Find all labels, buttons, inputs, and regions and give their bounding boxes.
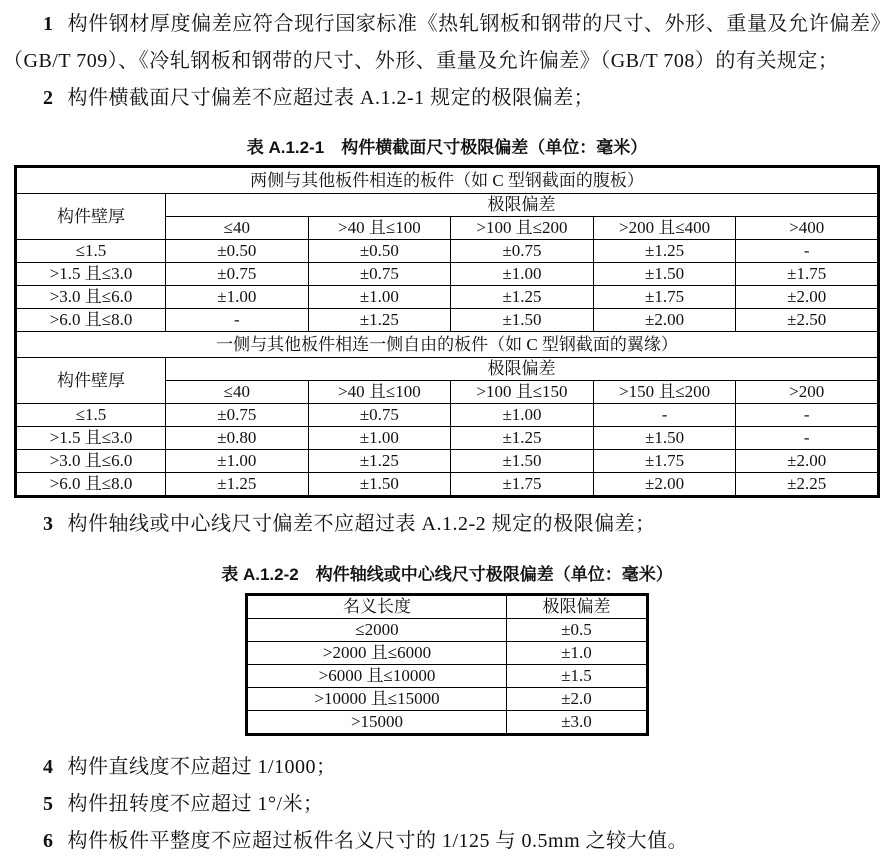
- cell: ±0.80: [166, 427, 309, 450]
- paragraph-4-text: 构件直线度不应超过 1/1000；: [67, 756, 337, 778]
- table-row: [247, 665, 648, 688]
- table1-section1-col-1: >40 且≤100: [308, 217, 451, 240]
- table-row: [247, 642, 648, 665]
- cell: ±1.00: [166, 286, 309, 309]
- cell: ±1.00: [308, 427, 451, 450]
- table2-col-dev-header: 极限偏差: [507, 595, 648, 619]
- paragraph-2: [3, 80, 891, 117]
- table1-section1-wall-header: 构件壁厚: [16, 194, 166, 240]
- cell: ±1.00: [451, 404, 594, 427]
- table-row: [16, 450, 879, 473]
- cell: ±1.25: [166, 473, 309, 497]
- table1-caption: 表 A.1.2-1 构件横截面尺寸极限偏差（单位：毫米）: [246, 138, 648, 157]
- table2-header-row: [247, 595, 648, 619]
- cell: ±0.75: [166, 404, 309, 427]
- paragraph-3-number: 3: [43, 513, 54, 535]
- row-label: >2000 且≤6000: [247, 642, 507, 665]
- table-a121: [14, 165, 880, 498]
- table1-section2-col-3: >150 且≤200: [593, 381, 736, 404]
- row-label: >3.0 且≤6.0: [16, 450, 166, 473]
- table1-section1-dev-header: 极限偏差: [166, 194, 879, 217]
- table1-section2-wall-header: 构件壁厚: [16, 358, 166, 404]
- paragraph-1-text: 构件钢材厚度偏差应符合现行国家标准《热轧钢板和钢带的尺寸、外形、重量及允许偏差》（GB/T 709）、《冷轧钢板和钢带的尺寸、外形、重量及允许偏差》（GB/T 708）的有关规定；: [3, 13, 891, 72]
- row-label: >6000 且≤10000: [247, 665, 507, 688]
- table1-section1-title-row: [16, 167, 879, 194]
- cell: ±1.75: [593, 450, 736, 473]
- cell: ±1.50: [308, 473, 451, 497]
- paragraph-3: [3, 506, 891, 543]
- row-label: >10000 且≤15000: [247, 688, 507, 711]
- cell: -: [736, 427, 879, 450]
- cell: ±0.75: [308, 263, 451, 286]
- table-row: [16, 427, 879, 450]
- table1-section1-title: 两侧与其他板件相连的板件（如 C 型钢截面的腹板）: [16, 167, 879, 194]
- cell: ±2.25: [736, 473, 879, 497]
- table1-section1-col-4: >400: [736, 217, 879, 240]
- table1-section1-col-2: >100 且≤200: [451, 217, 594, 240]
- cell: -: [736, 240, 879, 263]
- paragraph-4: [3, 749, 891, 786]
- paragraph-2-number: 2: [43, 87, 54, 109]
- cell: ±1.25: [308, 450, 451, 473]
- table1-section2-col-0: ≤40: [166, 381, 309, 404]
- cell: ±0.75: [308, 404, 451, 427]
- paragraph-3-text: 构件轴线或中心线尺寸偏差不应超过表 A.1.2-2 规定的极限偏差；: [67, 513, 656, 535]
- cell: ±1.25: [308, 309, 451, 332]
- table-row: [247, 688, 648, 711]
- table-row: [16, 309, 879, 332]
- table1-section2-col-4: >200: [736, 381, 879, 404]
- table-row: [16, 404, 879, 427]
- table1-section2-col-2: >100 且≤150: [451, 381, 594, 404]
- cell: ±0.5: [507, 619, 648, 642]
- cell: ±2.00: [736, 286, 879, 309]
- table1-section2-title-row: [16, 332, 879, 358]
- cell: ±0.50: [308, 240, 451, 263]
- table2-col-length-header: 名义长度: [247, 595, 507, 619]
- cell: ±1.50: [451, 450, 594, 473]
- table1-section2-col-1: >40 且≤100: [308, 381, 451, 404]
- row-label: >1.5 且≤3.0: [16, 263, 166, 286]
- paragraph-5-number: 5: [43, 793, 54, 815]
- table1-section2-title: 一侧与其他板件相连一侧自由的板件（如 C 型钢截面的翼缘）: [16, 332, 879, 358]
- cell: ±1.25: [451, 427, 594, 450]
- row-label: >6.0 且≤8.0: [16, 473, 166, 497]
- row-label: >3.0 且≤6.0: [16, 286, 166, 309]
- cell: ±1.00: [451, 263, 594, 286]
- table1-section2-header-row1: [16, 358, 879, 381]
- table-row: [16, 286, 879, 309]
- paragraph-4-number: 4: [43, 756, 54, 778]
- paragraph-5-text: 构件扭转度不应超过 1°/米；: [67, 793, 324, 815]
- cell: ±1.50: [451, 309, 594, 332]
- paragraph-1-number: 1: [43, 13, 54, 35]
- cell: ±1.25: [451, 286, 594, 309]
- cell: -: [736, 404, 879, 427]
- cell: ±0.50: [166, 240, 309, 263]
- cell: ±2.00: [736, 450, 879, 473]
- cell: ±2.50: [736, 309, 879, 332]
- paragraph-6: [3, 823, 891, 860]
- cell: ±0.75: [451, 240, 594, 263]
- paragraph-6-text: 构件板件平整度不应超过板件名义尺寸的 1/125 与 0.5mm 之较大值。: [67, 830, 689, 852]
- cell: ±0.75: [166, 263, 309, 286]
- cell: ±1.5: [507, 665, 648, 688]
- cell: -: [593, 404, 736, 427]
- cell: ±1.50: [593, 427, 736, 450]
- table1-section1-col-0: ≤40: [166, 217, 309, 240]
- cell: ±1.00: [166, 450, 309, 473]
- cell: ±2.00: [593, 473, 736, 497]
- cell: ±1.25: [593, 240, 736, 263]
- cell: ±3.0: [507, 711, 648, 735]
- table-row: [16, 263, 879, 286]
- cell: ±1.75: [451, 473, 594, 497]
- table1-section2-dev-header: 极限偏差: [166, 358, 879, 381]
- cell: ±1.75: [736, 263, 879, 286]
- cell: ±2.00: [593, 309, 736, 332]
- table-row: [16, 240, 879, 263]
- cell: ±1.50: [593, 263, 736, 286]
- cell: ±2.0: [507, 688, 648, 711]
- table1-section1-header-row1: [16, 194, 879, 217]
- row-label: >1.5 且≤3.0: [16, 427, 166, 450]
- table-row: [247, 711, 648, 735]
- cell: -: [166, 309, 309, 332]
- paragraph-1: [3, 6, 891, 80]
- row-label: >6.0 且≤8.0: [16, 309, 166, 332]
- table-row: [247, 619, 648, 642]
- row-label: ≤2000: [247, 619, 507, 642]
- paragraph-2-text: 构件横截面尺寸偏差不应超过表 A.1.2-1 规定的极限偏差；: [67, 87, 595, 109]
- cell: ±1.0: [507, 642, 648, 665]
- row-label: >15000: [247, 711, 507, 735]
- paragraph-5: [3, 786, 891, 823]
- paragraph-6-number: 6: [43, 830, 54, 852]
- row-label: ≤1.5: [16, 240, 166, 263]
- table2-caption: 表 A.1.2-2 构件轴线或中心线尺寸极限偏差（单位：毫米）: [221, 565, 673, 584]
- table-a122: [245, 593, 649, 736]
- cell: ±1.75: [593, 286, 736, 309]
- cell: ±1.00: [308, 286, 451, 309]
- table1-section1-col-3: >200 且≤400: [593, 217, 736, 240]
- row-label: ≤1.5: [16, 404, 166, 427]
- table-row: [16, 473, 879, 497]
